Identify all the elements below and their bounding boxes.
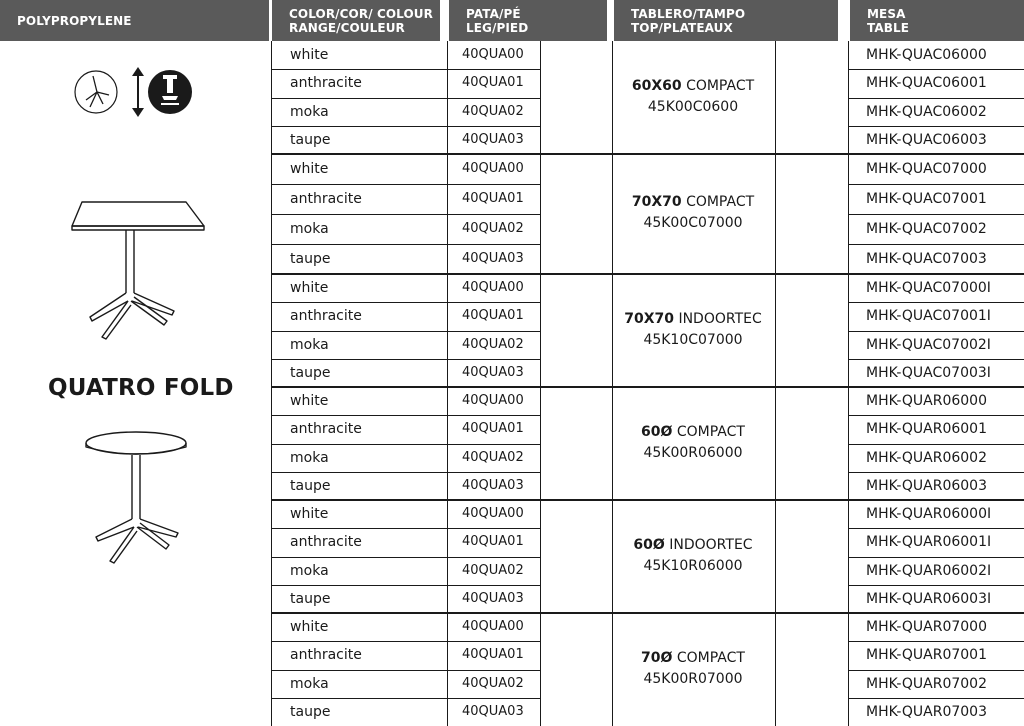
row-divider xyxy=(848,444,1024,445)
top-code: 45K10C07000 xyxy=(643,331,743,348)
row-divider xyxy=(848,331,1024,332)
top-material: COMPACT xyxy=(676,649,745,666)
color-cell: taupe xyxy=(290,477,331,494)
leg-code-cell: 40QUA03 xyxy=(462,703,524,719)
table-code-cell: MHK-QUAC07001 xyxy=(866,191,987,207)
top-size: 60Ø xyxy=(633,536,665,553)
header-mesa-line1: MESA xyxy=(867,6,906,21)
table-code-cell: MHK-QUAR07003 xyxy=(866,703,987,720)
top-material: COMPACT xyxy=(686,77,755,94)
table-code-cell: MHK-QUAC07000 xyxy=(866,161,987,177)
table-row xyxy=(0,98,1024,126)
table-row xyxy=(0,331,1024,359)
row-divider xyxy=(271,415,447,416)
row-divider xyxy=(271,302,447,303)
table-row xyxy=(0,244,1024,274)
table-row xyxy=(0,214,1024,244)
table-code-cell: MHK-QUAR07002 xyxy=(866,675,987,692)
header-polypropylene-label: POLYPROPYLENE xyxy=(17,13,132,28)
color-cell: white xyxy=(290,619,329,635)
color-cell: taupe xyxy=(290,590,331,607)
product-name: QUATRO FOLD xyxy=(48,375,234,401)
top-code: 45K00R06000 xyxy=(643,444,743,461)
color-cell: moka xyxy=(290,562,329,579)
color-cell: taupe xyxy=(290,131,331,148)
top-code: 45K00R07000 xyxy=(643,670,743,687)
table-code-cell: MHK-QUAC07003 xyxy=(866,251,987,267)
leg-code-cell: 40QUA02 xyxy=(462,221,524,236)
row-divider xyxy=(447,302,540,303)
leg-code-cell: 40QUA01 xyxy=(462,308,524,324)
top-size-line xyxy=(612,648,774,669)
top-size-line xyxy=(612,309,774,330)
color-cell: taupe xyxy=(290,251,331,267)
table-code-cell: MHK-QUAC06000 xyxy=(866,47,987,63)
top-description xyxy=(612,648,774,690)
leg-code-cell: 40QUA02 xyxy=(462,562,524,578)
top-size: 60Ø xyxy=(641,423,673,440)
row-divider xyxy=(447,670,540,671)
leg-code-cell: 40QUA01 xyxy=(462,421,524,437)
color-cell: anthracite xyxy=(290,75,362,92)
color-cell: moka xyxy=(290,103,329,120)
row-divider xyxy=(271,98,447,99)
row-divider xyxy=(848,126,1024,127)
table-group xyxy=(0,154,1024,274)
row-divider xyxy=(447,184,540,185)
color-cell: anthracite xyxy=(290,534,362,551)
table-code-cell: MHK-QUAC07001I xyxy=(866,308,991,325)
leg-code-cell: 40QUA01 xyxy=(462,647,524,663)
table-code-cell: MHK-QUAR06003 xyxy=(866,477,987,494)
leg-code-cell: 40QUA03 xyxy=(462,131,524,147)
table-code-cell: MHK-QUAC06002 xyxy=(866,103,987,120)
top-description xyxy=(612,422,774,464)
row-divider xyxy=(271,69,447,70)
row-divider xyxy=(271,557,447,558)
color-cell: white xyxy=(290,280,329,296)
leg-code-cell: 40QUA02 xyxy=(462,103,524,119)
top-size-line xyxy=(612,422,774,443)
table-code-cell: MHK-QUAC07000I xyxy=(866,280,991,296)
color-cell: moka xyxy=(290,675,329,692)
row-divider xyxy=(848,472,1024,473)
top-material: COMPACT xyxy=(686,194,755,210)
row-divider xyxy=(447,359,540,360)
top-size-line xyxy=(612,192,774,213)
color-cell: moka xyxy=(290,221,329,237)
row-divider xyxy=(271,472,447,473)
table-code-cell: MHK-QUAR06003I xyxy=(866,590,992,607)
header-color-line2: RANGE/COULEUR xyxy=(289,20,405,35)
top-material: INDOORTEC xyxy=(678,310,762,327)
top-code: 45K00C07000 xyxy=(643,215,743,231)
header-mesa xyxy=(850,0,1024,41)
top-size: 70X70 xyxy=(631,194,682,210)
table-code-cell: MHK-QUAR06000I xyxy=(866,506,992,522)
table-row xyxy=(0,302,1024,330)
row-divider xyxy=(271,698,447,699)
leg-code-cell: 40QUA00 xyxy=(462,506,524,521)
header-color xyxy=(272,0,440,41)
table-row xyxy=(0,557,1024,585)
row-divider xyxy=(848,585,1024,586)
header-leg xyxy=(449,0,607,41)
row-divider xyxy=(447,641,540,642)
row-divider xyxy=(848,214,1024,215)
top-size: 70Ø xyxy=(641,649,673,666)
table-code-cell: MHK-QUAC07002I xyxy=(866,336,991,353)
color-cell: anthracite xyxy=(290,647,362,664)
top-material: INDOORTEC xyxy=(669,536,753,553)
table-row xyxy=(0,154,1024,184)
row-divider xyxy=(271,641,447,642)
row-divider xyxy=(848,528,1024,529)
row-divider xyxy=(848,184,1024,185)
row-divider xyxy=(271,528,447,529)
row-divider xyxy=(271,331,447,332)
leg-code-cell: 40QUA00 xyxy=(462,47,524,62)
table-code-cell: MHK-QUAC06001 xyxy=(866,75,987,92)
table-code-cell: MHK-QUAC07002 xyxy=(866,221,987,237)
leg-code-cell: 40QUA03 xyxy=(462,590,524,606)
table-row xyxy=(0,472,1024,500)
top-size: 70X70 xyxy=(624,310,674,327)
row-divider xyxy=(447,698,540,699)
price-table xyxy=(0,41,1024,726)
table-row xyxy=(0,41,1024,69)
leg-code-cell: 40QUA02 xyxy=(462,675,524,691)
row-divider xyxy=(271,214,447,215)
row-divider xyxy=(271,585,447,586)
row-divider xyxy=(447,585,540,586)
table-row xyxy=(0,274,1024,302)
table-row xyxy=(0,184,1024,214)
leg-code-cell: 40QUA03 xyxy=(462,251,524,266)
row-divider xyxy=(848,670,1024,671)
row-divider xyxy=(848,359,1024,360)
color-cell: anthracite xyxy=(290,308,362,325)
leg-code-cell: 40QUA02 xyxy=(462,449,524,465)
leg-code-cell: 40QUA00 xyxy=(462,393,524,408)
color-cell: taupe xyxy=(290,703,331,720)
color-cell: anthracite xyxy=(290,191,362,207)
header-top xyxy=(614,0,838,41)
row-divider xyxy=(848,641,1024,642)
row-divider xyxy=(447,98,540,99)
header-polypropylene xyxy=(0,0,269,41)
row-divider xyxy=(447,214,540,215)
leg-code-cell: 40QUA00 xyxy=(462,280,524,295)
row-divider xyxy=(447,244,540,245)
leg-code-cell: 40QUA01 xyxy=(462,534,524,550)
row-divider xyxy=(848,69,1024,70)
color-cell: white xyxy=(290,47,329,63)
leg-code-cell: 40QUA00 xyxy=(462,619,524,634)
leg-code-cell: 40QUA01 xyxy=(462,191,524,206)
table-row xyxy=(0,359,1024,387)
color-cell: taupe xyxy=(290,364,331,381)
top-size-line xyxy=(612,535,774,556)
table-row xyxy=(0,528,1024,556)
top-description xyxy=(612,309,774,351)
color-cell: moka xyxy=(290,449,329,466)
row-divider xyxy=(848,415,1024,416)
table-row xyxy=(0,69,1024,97)
table-code-cell: MHK-QUAR06002 xyxy=(866,449,987,466)
header-color-line1: COLOR/COR/ COLOUR xyxy=(289,6,433,21)
row-divider xyxy=(447,557,540,558)
table-group xyxy=(0,613,1024,726)
table-code-cell: MHK-QUAC07003I xyxy=(866,364,991,381)
table-code-cell: MHK-QUAR07000 xyxy=(866,619,987,635)
row-divider xyxy=(447,444,540,445)
top-description xyxy=(612,76,774,118)
leg-code-cell: 40QUA01 xyxy=(462,75,524,91)
table-group xyxy=(0,500,1024,613)
header-top-line1: TABLERO/TAMPO xyxy=(631,6,746,21)
row-divider xyxy=(271,126,447,127)
table-row xyxy=(0,415,1024,443)
table-code-cell: MHK-QUAR06002I xyxy=(866,562,992,579)
table-row xyxy=(0,641,1024,669)
leg-code-cell: 40QUA02 xyxy=(462,336,524,352)
row-divider xyxy=(271,444,447,445)
row-divider xyxy=(848,98,1024,99)
header-leg-line1: PATA/PÉ xyxy=(466,6,521,21)
table-row xyxy=(0,670,1024,698)
table-row xyxy=(0,585,1024,613)
row-divider xyxy=(271,184,447,185)
top-size-line xyxy=(612,76,774,97)
table-row xyxy=(0,698,1024,726)
table-row xyxy=(0,444,1024,472)
row-divider xyxy=(447,415,540,416)
color-cell: white xyxy=(290,161,329,177)
table-group xyxy=(0,274,1024,387)
top-material: COMPACT xyxy=(676,423,745,440)
top-code: 45K00C0600 xyxy=(647,98,739,115)
color-cell: white xyxy=(290,506,329,522)
table-group xyxy=(0,41,1024,154)
color-cell: white xyxy=(290,393,329,409)
header-top-line2: TOP/PLATEAUX xyxy=(631,20,733,35)
row-divider xyxy=(447,69,540,70)
header-leg-line2: LEG/PIED xyxy=(466,20,529,35)
row-divider xyxy=(848,302,1024,303)
row-divider xyxy=(271,359,447,360)
table-row xyxy=(0,500,1024,528)
row-divider xyxy=(447,472,540,473)
top-size: 60X60 xyxy=(631,77,682,94)
row-divider xyxy=(848,557,1024,558)
leg-code-cell: 40QUA03 xyxy=(462,477,524,493)
header-mesa-line2: TABLE xyxy=(867,20,910,35)
table-code-cell: MHK-QUAC06003 xyxy=(866,131,987,148)
leg-code-cell: 40QUA00 xyxy=(462,161,524,176)
top-description xyxy=(612,192,774,234)
table-code-cell: MHK-QUAR06001 xyxy=(866,421,987,438)
table-row xyxy=(0,126,1024,154)
table-code-cell: MHK-QUAR07001 xyxy=(866,647,987,664)
color-cell: anthracite xyxy=(290,421,362,438)
top-description xyxy=(612,535,774,577)
table-group xyxy=(0,387,1024,500)
row-divider xyxy=(447,126,540,127)
table-row xyxy=(0,387,1024,415)
leg-code-cell: 40QUA03 xyxy=(462,364,524,380)
table-code-cell: MHK-QUAR06001I xyxy=(866,534,992,551)
row-divider xyxy=(447,528,540,529)
row-divider xyxy=(848,244,1024,245)
top-code: 45K10R06000 xyxy=(643,557,743,574)
row-divider xyxy=(271,244,447,245)
row-divider xyxy=(271,670,447,671)
table-row xyxy=(0,613,1024,641)
row-divider xyxy=(447,331,540,332)
table-code-cell: MHK-QUAR06000 xyxy=(866,393,987,409)
color-cell: moka xyxy=(290,336,329,353)
row-divider xyxy=(848,698,1024,699)
